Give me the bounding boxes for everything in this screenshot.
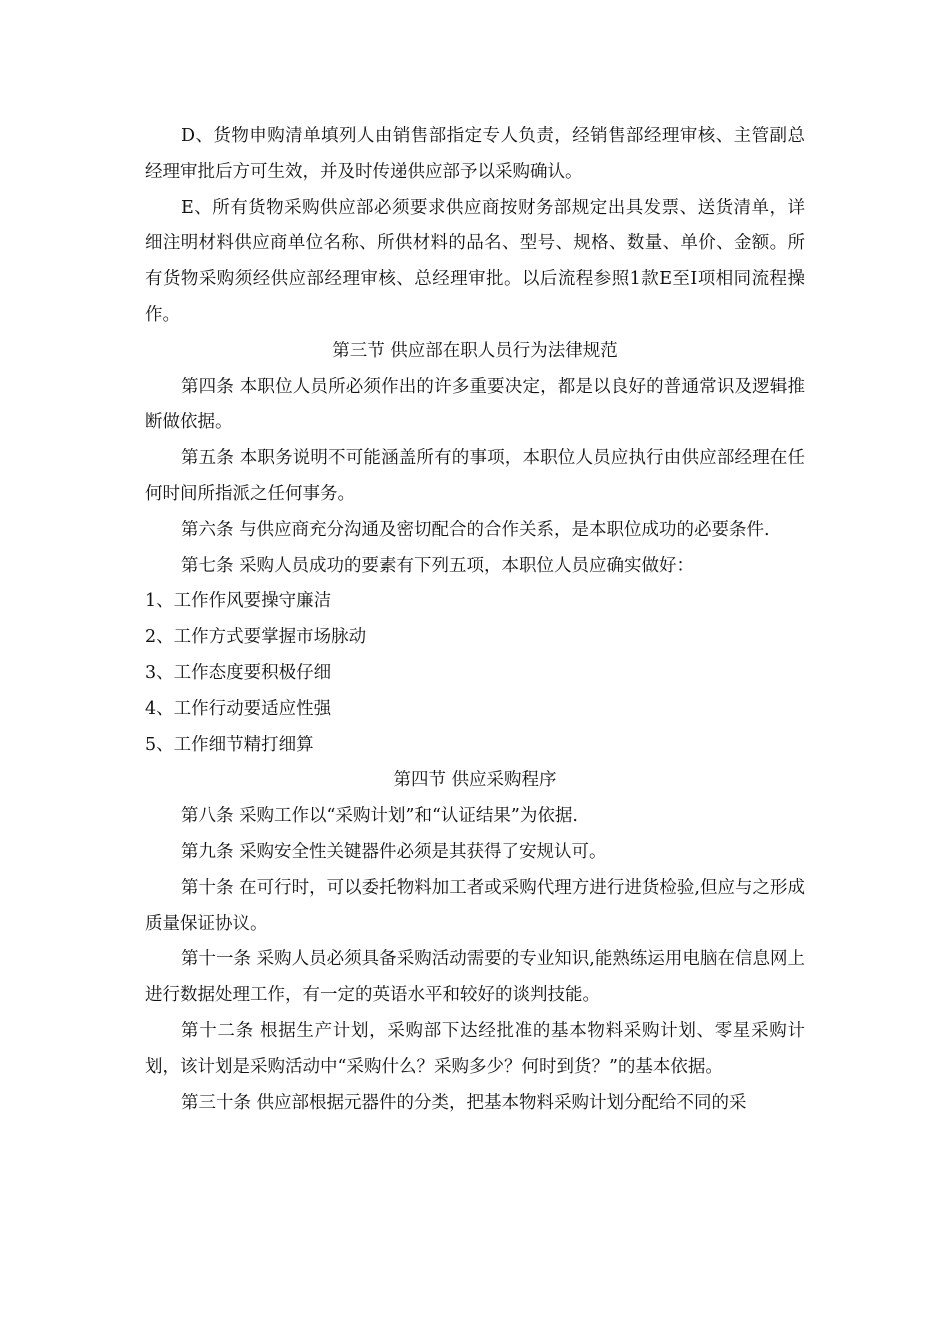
list-item-5: 5、工作细节精打细算 (145, 734, 314, 755)
document-body (145, 119, 805, 1121)
section-heading-4: 第四节 供应采购程序 (393, 770, 557, 791)
article-5: 第五条 本职务说明不可能涵盖所有的事项，本职位人员应执行由供应部经理在任何时间所指派之任何事务。 (145, 448, 805, 504)
article-30: 第三十条 供应部根据元器件的分类，把基本物料采购计划分配给不同的采 (181, 1092, 747, 1113)
article-11: 第十一条 采购人员必须具备采购活动需要的专业知识,能熟练运用电脑在信息网上进行数据处理工作，有一定的英语水平和较好的谈判技能。 (145, 949, 805, 1006)
list-item-4: 4、工作行动要适应性强 (145, 698, 332, 719)
article-10: 第十条 在可行时，可以委托物料加工者或采购代理方进行进货检验,但应与之形成质量保证协议。 (145, 877, 805, 934)
article-6: 第六条 与供应商充分沟通及密切配合的合作关系，是本职位成功的必要条件. (181, 519, 770, 540)
paragraph-d-purchase-list: D、货物申购清单填列人由销售部指定专人负责，经销售部经理审核、主管副总经理审批后方可生效，并及时传递供应部予以采购确认。 (145, 126, 805, 182)
list-item-3: 3、工作态度要积极仔细 (145, 662, 332, 683)
article-9: 第九条 采购安全性关键器件必须是其获得了安规认可。 (181, 841, 607, 862)
list-item-2: 2、工作方式要掌握市场脉动 (145, 627, 367, 648)
paragraph-e-invoice-requirements: E、所有货物采购供应部必须要求供应商按财务部规定出具发票、送货清单，详细注明材料供应商单位名称、所供材料的品名、型号、规格、数量、单价、金额。所有货物采购须经供应部经理审核、总经理审批。以后流程参照1款E至I项相同流程操作。 (145, 197, 805, 325)
article-4: 第四条 本职位人员所必须作出的许多重要决定，都是以良好的普通常识及逻辑推断做依据。 (145, 376, 805, 433)
article-8: 第八条 采购工作以“采购计划”和“认证结果”为依据. (181, 806, 578, 827)
section-heading-3: 第三节 供应部在职人员行为法律规范 (332, 340, 618, 361)
list-item-1: 1、工作作风要操守廉洁 (145, 591, 332, 612)
article-7: 第七条 采购人员成功的要素有下列五项，本职位人员应确实做好： (181, 555, 695, 576)
article-12: 第十二条 根据生产计划，采购部下达经批准的基本物料采购计划、零星采购计划，该计划是采购活动中“采购什么？采购多少？何时到货？”的基本依据。 (145, 1020, 805, 1077)
